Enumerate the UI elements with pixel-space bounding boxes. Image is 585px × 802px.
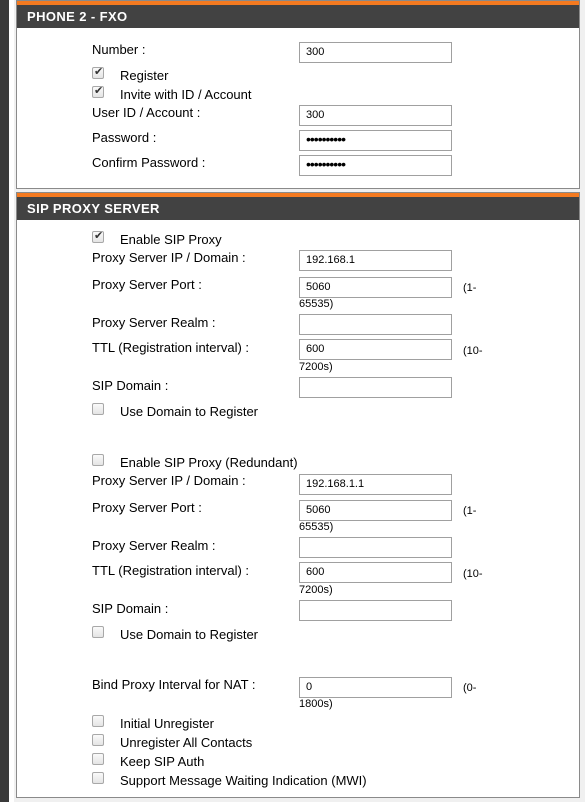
initial-unregister-checkbox[interactable] (92, 715, 104, 727)
redundant-proxy-ip-input[interactable]: 192.168.1.1 (299, 474, 452, 495)
sip-domain-input[interactable] (299, 377, 452, 398)
mwi-checkbox[interactable] (92, 772, 104, 784)
phone2-panel-title: PHONE 2 - FXO (17, 1, 579, 28)
unregister-all-contacts-label: Unregister All Contacts (120, 735, 253, 750)
proxy-ip-value: 192.168.1 (306, 254, 355, 266)
register-label: Register (120, 68, 169, 83)
redundant-ttl-label: TTL (Registration interval) : (92, 563, 250, 578)
register-checkbox[interactable] (92, 67, 104, 79)
redundant-ttl-hint: (10- (463, 568, 483, 580)
mwi-label: Support Message Waiting Indication (MWI) (120, 773, 367, 788)
proxy-port-input[interactable]: 5060 (299, 277, 452, 298)
bind-proxy-interval-hint-cont: 1800s) (299, 698, 333, 710)
left-frame-bar (0, 0, 9, 802)
bind-proxy-interval-input[interactable]: 0 (299, 677, 452, 698)
proxy-realm-label: Proxy Server Realm : (92, 315, 216, 330)
bind-proxy-interval-hint: (0- (463, 682, 477, 694)
ttl-hint: (10- (463, 345, 483, 357)
redundant-proxy-realm-label: Proxy Server Realm : (92, 538, 216, 553)
ttl-input[interactable]: 600 (299, 339, 452, 360)
invite-with-id-checkbox[interactable] (92, 86, 104, 98)
confirm-password-input[interactable]: •••••••••• (299, 155, 452, 176)
userid-label: User ID / Account : (92, 105, 201, 120)
sip-domain-label: SIP Domain : (92, 378, 169, 393)
number-input[interactable]: 300 (299, 42, 452, 63)
bind-proxy-interval-label: Bind Proxy Interval for NAT : (92, 677, 256, 692)
ttl-hint-cont: 7200s) (299, 361, 333, 373)
proxy-port-label: Proxy Server Port : (92, 277, 202, 292)
sip-proxy-panel-title: SIP PROXY SERVER (17, 193, 579, 220)
redundant-sip-domain-input[interactable] (299, 600, 452, 621)
redundant-proxy-port-hint-cont: 65535) (299, 521, 334, 533)
keep-sip-auth-checkbox[interactable] (92, 753, 104, 765)
invite-with-id-label: Invite with ID / Account (120, 87, 252, 102)
proxy-port-hint-cont: 65535) (299, 298, 334, 310)
keep-sip-auth-label: Keep SIP Auth (120, 754, 205, 769)
redundant-ttl-input[interactable]: 600 (299, 562, 452, 583)
proxy-ip-input[interactable] (299, 250, 452, 271)
redundant-proxy-port-input[interactable]: 5060 (299, 500, 452, 521)
enable-sip-proxy-redundant-label: Enable SIP Proxy (Redundant) (120, 455, 298, 470)
use-domain-label: Use Domain to Register (120, 404, 258, 419)
enable-sip-proxy-label: Enable SIP Proxy (120, 232, 222, 247)
frame-gap (9, 0, 14, 802)
redundant-proxy-ip-label: Proxy Server IP / Domain : (92, 473, 246, 488)
proxy-port-hint: (1- (463, 282, 477, 294)
redundant-proxy-port-hint: (1- (463, 505, 477, 517)
redundant-proxy-port-label: Proxy Server Port : (92, 500, 202, 515)
number-label: Number : (92, 42, 146, 57)
enable-sip-proxy-checkbox[interactable] (92, 231, 104, 243)
redundant-sip-domain-label: SIP Domain : (92, 601, 169, 616)
redundant-use-domain-label: Use Domain to Register (120, 627, 258, 642)
enable-sip-proxy-redundant-checkbox[interactable] (92, 454, 104, 466)
ttl-label: TTL (Registration interval) : (92, 340, 250, 355)
proxy-realm-input[interactable] (299, 314, 452, 335)
password-input[interactable]: •••••••••• (299, 130, 452, 151)
sip-proxy-panel (16, 192, 580, 798)
redundant-use-domain-checkbox[interactable] (92, 626, 104, 638)
redundant-proxy-realm-input[interactable] (299, 537, 452, 558)
confirm-password-label: Confirm Password : (92, 155, 206, 170)
password-label: Password : (92, 130, 157, 145)
phone2-panel (16, 0, 580, 189)
redundant-ttl-hint-cont: 7200s) (299, 584, 333, 596)
userid-input[interactable]: 300 (299, 105, 452, 126)
initial-unregister-label: Initial Unregister (120, 716, 214, 731)
proxy-ip-label: Proxy Server IP / Domain : (92, 250, 246, 265)
use-domain-checkbox[interactable] (92, 403, 104, 415)
unregister-all-contacts-checkbox[interactable] (92, 734, 104, 746)
